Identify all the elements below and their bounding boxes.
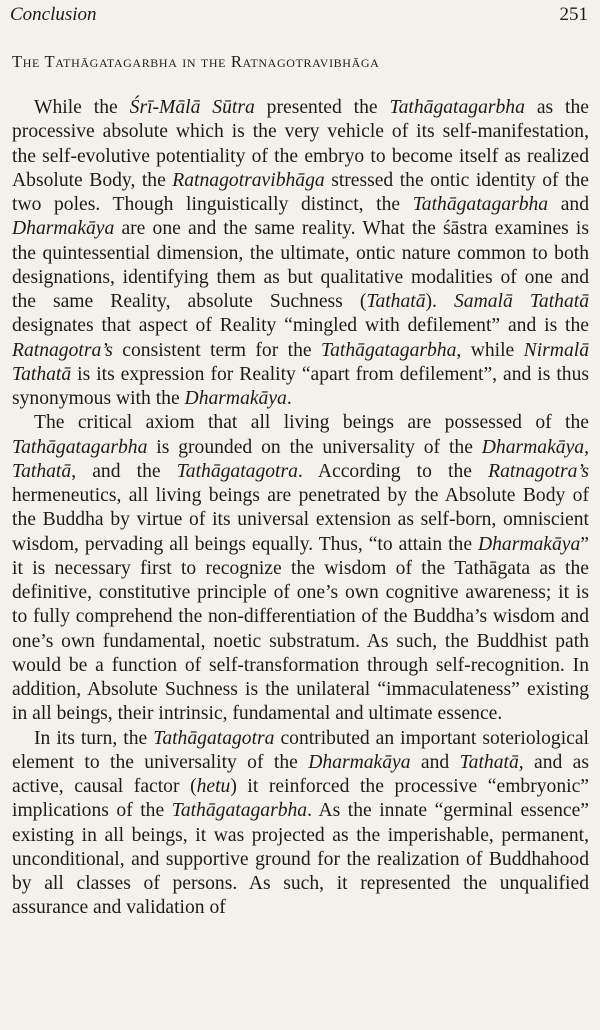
chapter-title: Conclusion: [10, 4, 97, 25]
body-text: [12, 96, 589, 921]
section-heading: [12, 52, 379, 72]
section-heading-text: THE TATHĀGATAGARBHA IN THE RATNAGOTRAVIBHĀGA: [12, 52, 380, 71]
page-number: 251: [559, 4, 588, 25]
paragraph-1: While the Śrī-Mālā Sūtra presented the Tathāgatagarbha as the processive absolute which is the very vehicle of its self-manifestation, the self-evolutive potentiality of the embryo to become itself as realized Absolute Body, the Ratnagotravibhāga stressed the ontic identity of the two poles. Though linguistically distinct, the Tathāgatagarbha and Dharmakāya are one and the same reality. What the śāstra examines is the quintessential dimension, the ultimate, ontic nature common to both designations, identifying them as but qualitative modalities of one and the same Reality, absolute Suchness (Tathatā). Samalā Tathatā designates that aspect of Reality “mingled with defilement” and is the Ratnagotra’s consistent term for the Tathāgatagarbha, while Nirmalā Tathatā is its expression for Reality “apart from defilement”, and is thus synonymous with the Dharmakāya.: [12, 97, 589, 409]
paragraph-2: The critical axiom that all living beings are possessed of the Tathāgatagarbha is grounded on the universality of the Dharmakāya, Tathatā, and the Tathāgatagotra. According to the Ratnagotra’s hermeneutics, all living beings are penetrated by the Absolute Body of the Buddha by virtue of its universal extension as self-born, omniscient wisdom, pervading all beings equally. Thus, “to attain the Dharmakāya” it is necessary first to recognize the wisdom of the Tathāgata as the definitive, constitutive principle of one’s own cognitive awareness; it is to fully comprehend the non-differentiation of the Buddha’s wisdom and one’s own fundamental, noetic substratum. As such, the Buddhist path would be a function of self-transformation through self-recognition. In addition, Absolute Suchness is the unilateral “immaculateness” existing in all beings, their intrinsic, fundamental and ultimate essence.: [12, 412, 589, 725]
paragraph-3: In its turn, the Tathāgatagotra contributed an important soteriological element to the universality of the Dharmakāya and Tathatā, and as active, causal factor (hetu) it reinforced the processive “embryonic” implications of the Tathāgatagarbha. As the innate “germinal essence” existing in all beings, it was projected as the imperishable, permanent, unconditional, and supportive ground for the realization of Buddhahood by all classes of persons. As such, it represented the unqualified assurance and validation of: [12, 727, 590, 919]
running-head: [10, 4, 588, 30]
